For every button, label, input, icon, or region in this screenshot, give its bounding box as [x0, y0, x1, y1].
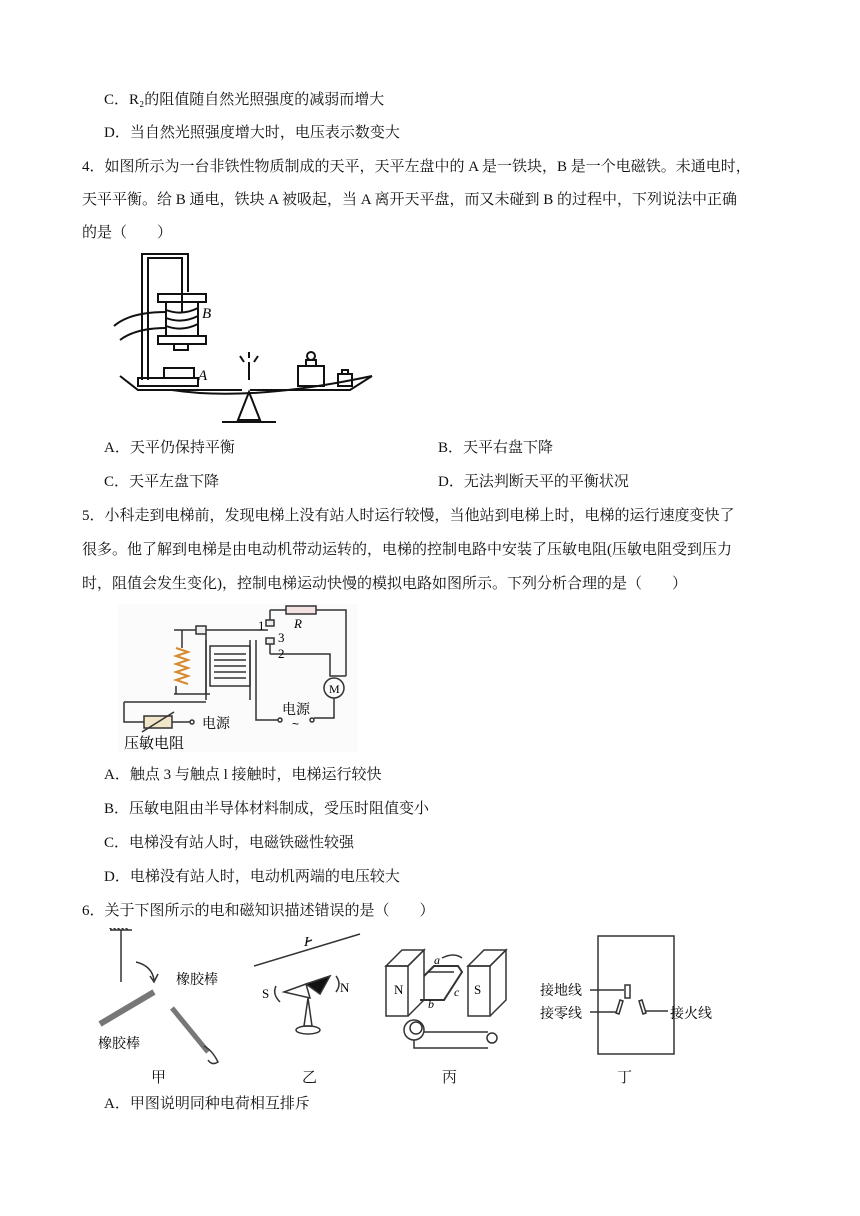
magnet-n-label: N: [394, 982, 404, 997]
q5-line-3: 时，阻值会发生变化)，控制电梯运动快慢的模拟电路如图所示。下列分析合理的是（ ）: [82, 576, 687, 592]
option-d: D．当自然光照强度增大时，电压表示数变大: [104, 125, 400, 141]
q4-line-2: 天平平衡。给 B 通电，铁块 A 被吸起，当 A 离开天平盘，而又未碰到 B 的过程中，下列说法中正确: [82, 192, 738, 208]
coil-c-label: c: [454, 985, 460, 999]
contact-2-label: 2: [278, 646, 285, 661]
caption-bing: 丙: [442, 1070, 458, 1086]
current-label: I: [304, 935, 309, 950]
neutral-wire-label: 接零线: [540, 1005, 582, 1021]
figure-jia: [96, 928, 236, 1088]
q5-option-d: D．电梯没有站人时，电动机两端的电压较大: [104, 869, 400, 885]
ac-symbol: ~: [292, 717, 300, 731]
pressure-resistor-label: 压敏电阻: [124, 735, 185, 752]
figure-bing: [384, 942, 514, 1060]
power-source-2: 电源: [282, 701, 310, 717]
q4-option-a: A．天平仍保持平衡: [104, 440, 235, 456]
q5-option-a: A．触点 3 与触点 l 接触时，电梯运行较快: [104, 767, 382, 783]
live-wire-label: 接火线: [670, 1005, 712, 1021]
motor-label: M: [329, 682, 340, 696]
q5-line-2: 很多。他了解到电梯是由电动机带动运转的，电梯的控制电路中安装了压敏电阻(压敏电阻受到压力: [82, 542, 732, 558]
q4-line-1: 4．如图所示为一台非铁性物质制成的天平，天平左盘中的 A 是一铁块，B 是一个电磁铁。未通电时，: [82, 159, 751, 175]
compass-s-label: S: [262, 986, 270, 1001]
q5-option-b: B．压敏电阻由半导体材料制成，受压时阻值变小: [104, 801, 430, 817]
q5-option-c: C．电梯没有站人时，电磁铁磁性较强: [104, 835, 355, 851]
power-source-1: 电源: [202, 715, 230, 731]
label-b: B: [202, 306, 212, 322]
q4-option-c: C．天平左盘下降: [104, 474, 220, 490]
balance-figure: [110, 252, 380, 432]
contact-1-label: 1: [258, 618, 265, 633]
caption-ding: 丁: [617, 1070, 633, 1086]
rubber-rod-label-1: 橡胶棒: [176, 971, 218, 987]
option-c: C．R₂的阻值随自然光照强度的减弱而增大: [104, 92, 385, 108]
q4-line-3: 的是（ ）: [82, 225, 173, 241]
caption-yi: 乙: [302, 1070, 318, 1086]
figure-ding: [540, 930, 716, 1060]
ground-wire-label: 接地线: [540, 982, 582, 998]
caption-jia: 甲: [151, 1070, 167, 1086]
rubber-rod-label-2: 橡胶棒: [98, 1035, 140, 1051]
contact-3-label: 3: [278, 630, 285, 645]
q6-option-a: A．甲图说明同种电荷相互排斥: [104, 1096, 310, 1112]
magnet-s-label: S: [474, 982, 482, 997]
coil-a-label: a: [434, 953, 440, 967]
q5-line-1: 5．小科走到电梯前，发现电梯上没有站人时运行较慢，当他站到电梯上时，电梯的运行速度变快了: [82, 508, 735, 524]
coil-b-label: b: [428, 997, 434, 1011]
resistor-r-label: R: [294, 616, 302, 631]
q6-line-1: 6．关于下图所示的电和磁知识描述错误的是（ ）: [82, 903, 435, 919]
compass-n-label: N: [340, 980, 350, 995]
figure-yi: [250, 928, 370, 1048]
elevator-circuit-figure: [118, 604, 358, 752]
q4-option-d: D．无法判断天平的平衡状况: [438, 474, 629, 490]
label-a: A: [198, 368, 208, 384]
q4-option-b: B．天平右盘下降: [438, 440, 554, 456]
